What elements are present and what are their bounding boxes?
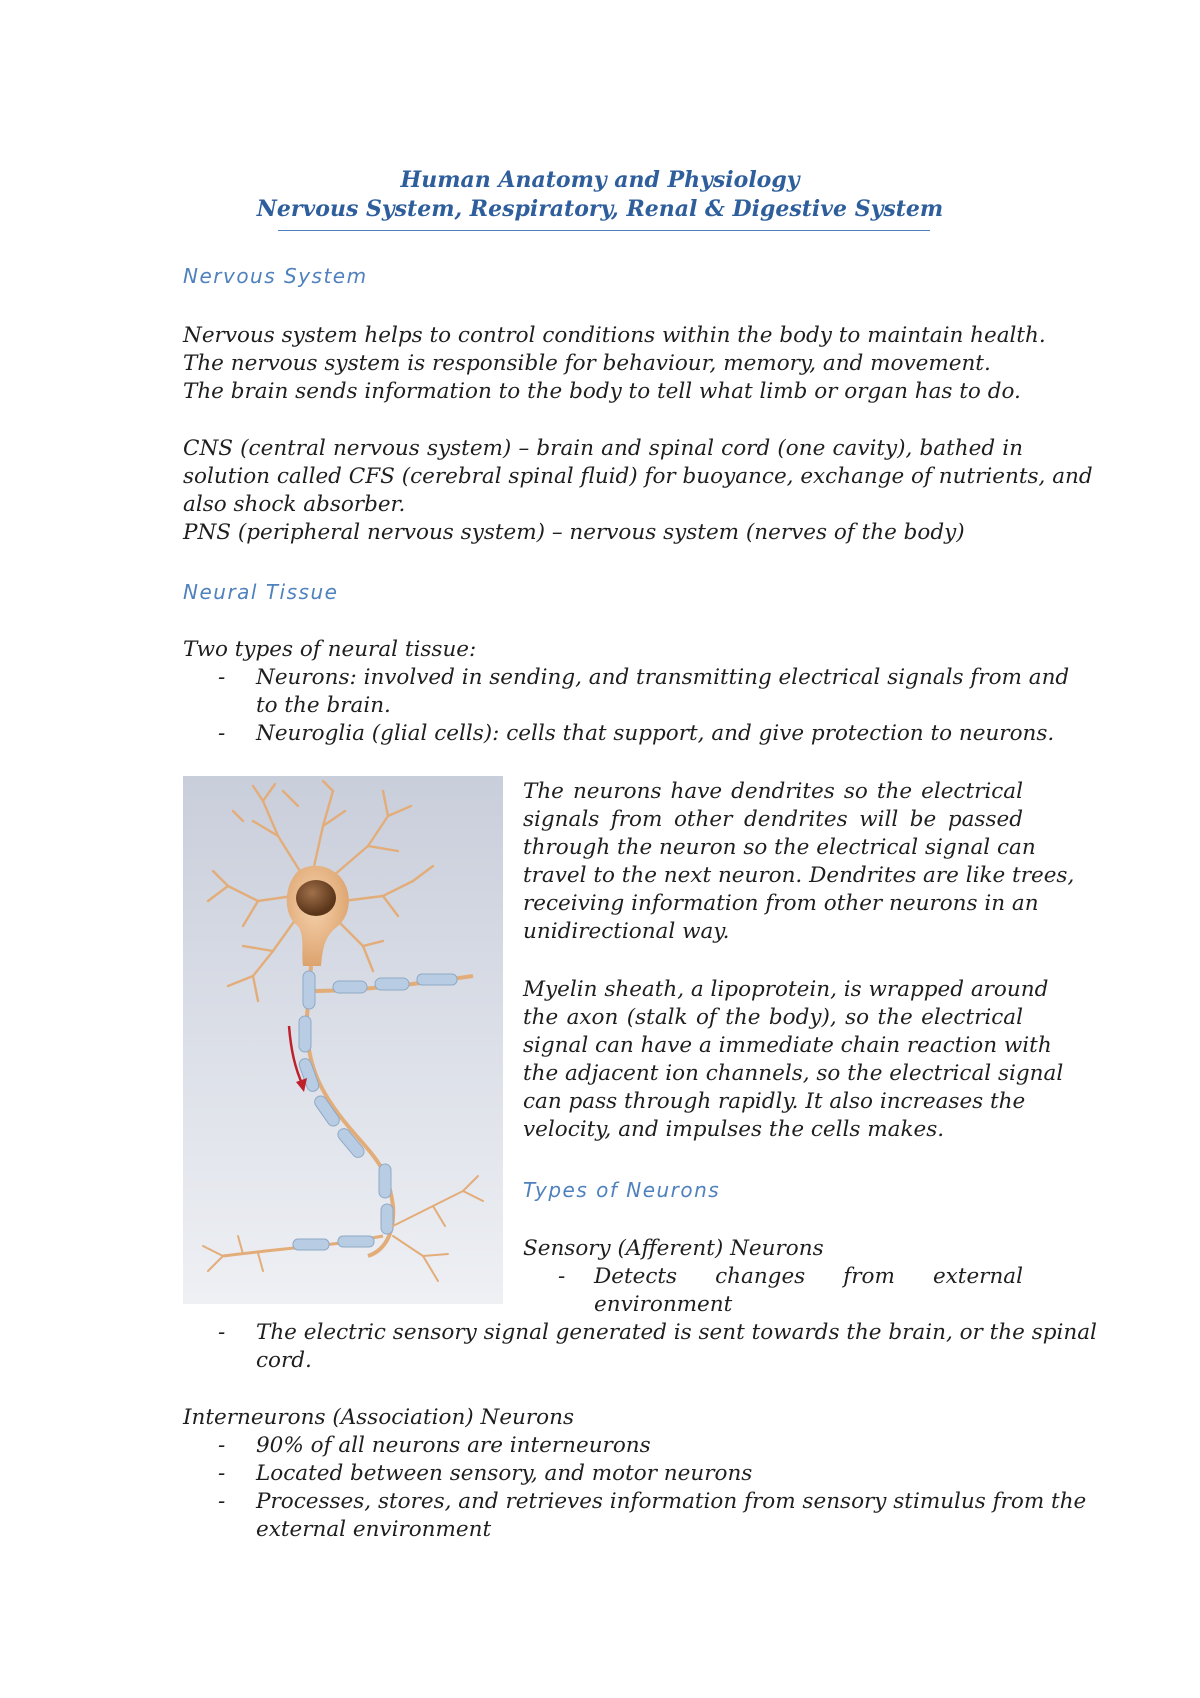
dendrites-line5: receiving information from other neurons in an	[523, 891, 1039, 916]
dendrites-line1: The neurons have dendrites so the electrical	[523, 779, 1023, 804]
myelin-line5: can pass through rapidly. It also increases the	[523, 1089, 1026, 1114]
myelin-line3: signal can have a immediate chain reaction with	[523, 1033, 1052, 1058]
myelin-line1: Myelin sheath, a lipoprotein, is wrapped around	[523, 977, 1049, 1002]
myelin-line6: velocity, and impulses the cells makes.	[523, 1117, 945, 1142]
dendrites-line3: through the neuron so the electrical signal can	[523, 835, 1036, 860]
bullet-marker: -	[218, 1489, 226, 1514]
nervous-para2-line4: PNS (peripheral nervous system) – nervous system (nerves of the body)	[183, 520, 965, 545]
nervous-para2-line2: solution called CFS (cerebral spinal fluid) for buoyance, exchange of nutrients, and	[183, 464, 1093, 489]
nervous-para1-line3: The brain sends information to the body to tell what limb or organ has to do.	[183, 379, 1021, 404]
sensory-title: Sensory (Afferent) Neurons	[523, 1236, 824, 1261]
neural-bullet1-line2: to the brain.	[256, 693, 391, 718]
sensory-bullet2-line2: cord.	[256, 1348, 312, 1373]
dendrites-line4: travel to the next neuron. Dendrites are like trees,	[523, 863, 1075, 888]
section-heading-types-of-neurons: Types of Neurons	[523, 1178, 721, 1202]
title-underline	[278, 230, 930, 231]
dendrites-line6: unidirectional way.	[523, 919, 730, 944]
nervous-para1-line1: Nervous system helps to control conditions within the body to maintain health.	[183, 323, 1046, 348]
interneurons-bullet3-line1: Processes, stores, and retrieves information from sensory stimulus from the	[256, 1489, 1087, 1514]
myelin-line2: the axon (stalk of the body), so the electrical	[523, 1005, 1023, 1030]
nervous-para2-line1: CNS (central nervous system) – brain and spinal cord (one cavity), bathed in	[183, 436, 1023, 461]
document-subtitle: Nervous System, Respiratory, Renal & Digestive System	[256, 196, 944, 222]
dendrites-line2: signals from other dendrites will be passed	[523, 807, 1023, 832]
bullet-marker: -	[218, 1320, 226, 1345]
interneurons-bullet2: Located between sensory, and motor neurons	[256, 1461, 753, 1486]
interneurons-title: Interneurons (Association) Neurons	[183, 1405, 575, 1430]
sensory-bullet1-line2: environment	[594, 1292, 733, 1317]
bullet-marker: -	[218, 1433, 226, 1458]
neural-tissue-intro: Two types of neural tissue:	[183, 637, 477, 662]
interneurons-bullet3-line2: external environment	[256, 1517, 492, 1542]
interneurons-bullet1: 90% of all neurons are interneurons	[256, 1433, 651, 1458]
bullet-marker: -	[218, 721, 226, 746]
neuron-illustration	[183, 776, 503, 1304]
nervous-para2-line3: also shock absorber.	[183, 492, 406, 517]
nervous-para1-line2: The nervous system is responsible for behaviour, memory, and movement.	[183, 351, 991, 376]
sensory-bullet2-line1: The electric sensory signal generated is sent towards the brain, or the spinal	[256, 1320, 1097, 1345]
bullet-marker: -	[558, 1264, 566, 1289]
neural-bullet2-line1: Neuroglia (glial cells): cells that support, and give protection to neurons.	[256, 721, 1055, 746]
section-heading-neural-tissue: Neural Tissue	[183, 580, 339, 604]
sensory-bullet1-line1: Detects changes from external	[594, 1264, 1023, 1289]
bullet-marker: -	[218, 665, 226, 690]
myelin-line4: the adjacent ion channels, so the electrical signal	[523, 1061, 1064, 1086]
bullet-marker: -	[218, 1461, 226, 1486]
document-title: Human Anatomy and Physiology	[400, 167, 800, 193]
section-heading-nervous-system: Nervous System	[183, 264, 368, 288]
neural-bullet1-line1: Neurons: involved in sending, and transmitting electrical signals from and	[256, 665, 1070, 690]
